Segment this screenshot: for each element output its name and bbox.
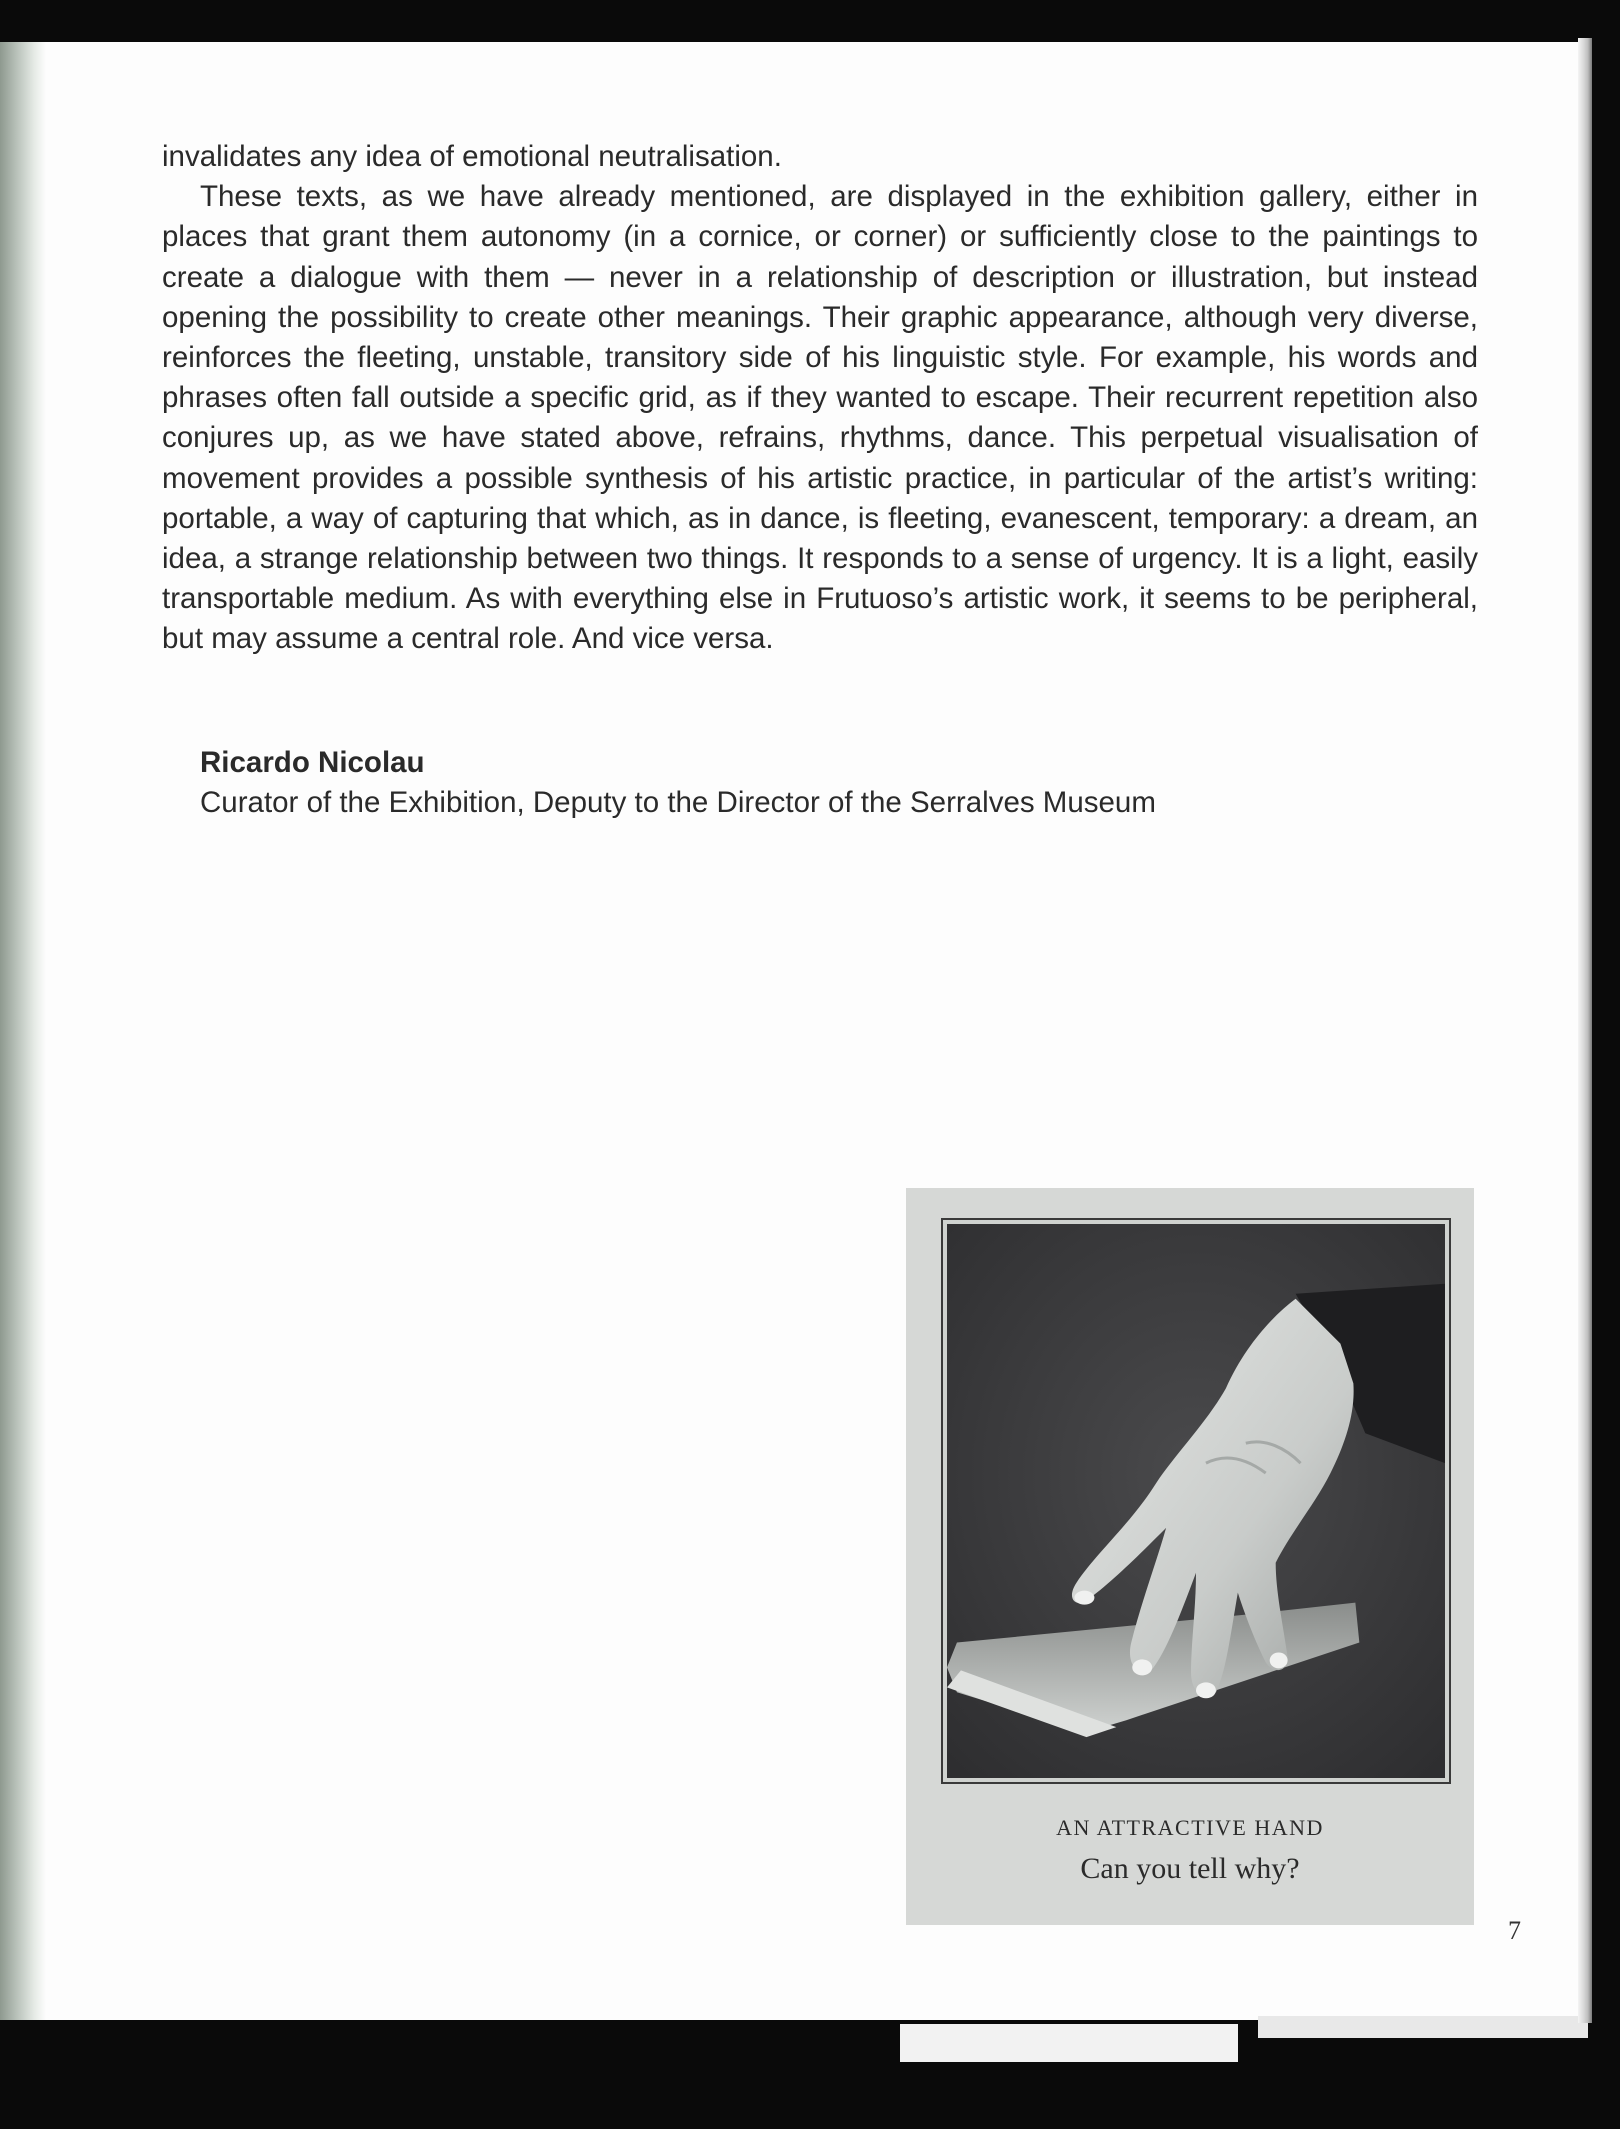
author-title: Curator of the Exhibition, Deputy to the Director of the Serralves Museum — [200, 786, 1156, 819]
page-right-edge — [1578, 38, 1592, 2023]
fingernail — [1196, 1682, 1216, 1698]
paragraph: These texts, as we have already mentioned, are displayed in the exhibition gallery, either in places that grant them autonomy (in a cornice, or corner) or sufficiently close to the paintings to create a dialogue with them — never in a relationship of description or illustration, but instead opening the possibility to create other meanings. Their graphic appearance, although very diverse, reinforces the fleeting, unstable, transitory side of his linguistic style. For example, his words and phrases often fall outside a specific grid, as if they wanted to escape. Their recurrent repetition also conjures up, as we have stated above, refrains, rhythms, dance. This perpetual visualisation of movement provides a possible synthesis of his artistic practice, in particular of the artist’s writing: portable, a way of capturing that which, as in dance, is fleeting, evanescent, temporary: a dream, an idea, a strange relationship between two things. It responds to a sense of urgency. It is a light, easily transportable medium. As with everything else in Frutuoso’s artistic work, it seems to be peripheral, but may assume a central role. And vice versa. — [162, 180, 1478, 656]
article-body — [162, 137, 1478, 660]
page-edge-tab — [900, 2024, 1238, 2062]
caption-title: AN ATTRACTIVE HAND — [1056, 1815, 1324, 1840]
fingernail — [1074, 1591, 1094, 1605]
page-number: 7 — [1508, 1916, 1521, 1945]
fingernail — [1270, 1652, 1288, 1668]
page-gutter-shadow — [0, 42, 46, 2020]
page-edge-tab — [1258, 2016, 1588, 2038]
photo-frame — [941, 1218, 1451, 1784]
author-signature — [200, 743, 1400, 823]
author-name: Ricardo Nicolau — [200, 746, 425, 779]
hand-photo — [947, 1224, 1445, 1778]
caption-question: Can you tell why? — [1080, 1852, 1300, 1885]
paragraph: invalidates any idea of emotional neutralisation. — [162, 140, 782, 173]
illustration-plate — [906, 1188, 1474, 1925]
fingernail — [1132, 1659, 1152, 1675]
